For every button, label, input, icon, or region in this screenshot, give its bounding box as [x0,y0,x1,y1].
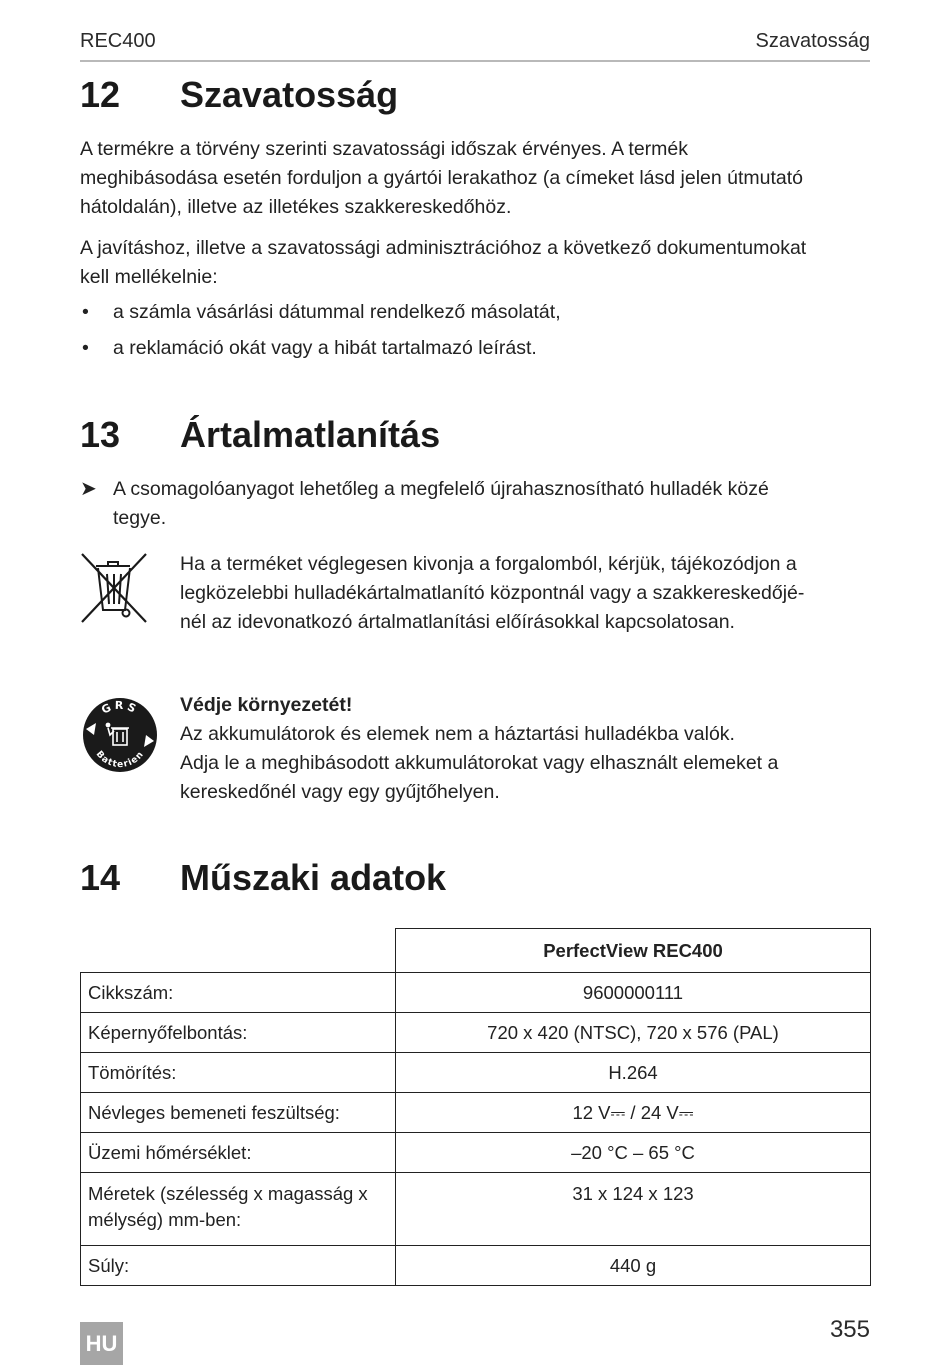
bullet-icon: • [82,301,89,323]
table-value: 31 x 124 x 123 [396,1173,871,1246]
table-label-line: mélység) mm-ben: [88,1209,242,1230]
list-item-text: a számla vásárlási dátummal rendelkező másolatát, [113,301,561,323]
section-12-number: 12 [80,74,121,115]
warranty-paragraph-1 [80,135,870,222]
instruction-text [113,475,853,533]
section-13-title: Ártalmatlanítás [180,414,441,455]
table-value: H.264 [396,1053,871,1093]
table-model-header: PerfectView REC400 [396,929,871,973]
table-label: Súly: [81,1246,396,1286]
table-value: 12 V⎓ / 24 V⎓ [396,1093,871,1133]
text-line: A termékre a törvény szerinti szavatossági időszak érvényes. A termék [80,138,689,160]
text-line: Ha a terméket véglegesen kivonja a forgalomból, kérjük, tájékozódjon a [180,553,797,575]
table-label-line: Méretek (szélesség x magasság x [88,1183,368,1204]
manual-page [80,0,870,1365]
technical-data-table [80,928,871,1286]
text-line: A javításhoz, illetve a szavatossági adminisztrációhoz a következő dokumentumokat [80,237,807,259]
weee-text [180,550,870,637]
list-item-text: a reklamáció okát vagy a hibát tartalmazó leírást. [113,337,537,359]
table-label: Névleges bemeneti feszültség: [81,1093,396,1133]
svg-text:GRS: GRS [99,698,141,717]
table-row [81,1246,871,1286]
crossed-out-bin-icon [80,550,150,631]
table-label [81,1173,396,1246]
arrow-icon: ➤ [80,478,97,500]
text-line: hátoldalán), illetve az illetékes szakkereskedőhöz. [80,196,512,218]
table-label: Üzemi hőmérséklet: [81,1133,396,1173]
section-12-title: Szavatosság [180,74,399,115]
table-row [81,1133,871,1173]
language-badge: HU [80,1322,123,1365]
table-label: Tömörítés: [81,1053,396,1093]
text-line: nél az idevonatkozó ártalmatlanítási előírásokkal kapcsolatosan. [180,611,735,633]
table-row [81,1173,871,1246]
table-value: 9600000111 [396,973,871,1013]
text-line: Az akkumulátorok és elemek nem a háztartási hulladékba valók. [180,723,735,745]
table-value: 720 x 420 (NTSC), 720 x 576 (PAL) [396,1013,871,1053]
header-section: Szavatosság [755,30,870,52]
svg-text:Batterien: Batterien [93,749,147,771]
table-row [81,1013,871,1053]
grs-batterien-logo-icon [80,695,160,780]
table-label: Képernyőfelbontás: [81,1013,396,1053]
section-14-title: Műszaki adatok [180,857,447,898]
table-header-empty-cell [81,929,396,973]
table-label: Cikkszám: [81,973,396,1013]
battery-title: Védje környezetét! [180,694,353,716]
text-line: legközelebbi hulladékártalmatlanító központnál vagy a szakkereskedőjé- [180,582,805,604]
text-line: A csomagolóanyagot lehetőleg a megfelelő újrahasznosítható hulladék közé [113,478,769,500]
page-number: 355 [829,1316,870,1343]
section-14-number: 14 [80,857,121,898]
table-value: –20 °C – 65 °C [396,1133,871,1173]
header-product: REC400 [80,30,156,52]
section-13-number: 13 [80,414,121,455]
text-line: kereskedőnél vagy egy gyűjtőhelyen. [180,781,500,803]
table-header-row [81,929,871,973]
bullet-icon: • [82,337,89,359]
text-line: tegye. [113,507,167,529]
table-value: 440 g [396,1246,871,1286]
battery-text [180,691,870,807]
table-row [81,1053,871,1093]
table-row [81,1093,871,1133]
text-line: meghibásodása esetén forduljon a gyártói lerakathoz (a címeket lásd jelen útmutató [80,167,804,189]
warranty-paragraph-2 [80,234,870,292]
text-line: Adja le a meghibásodott akkumulátorokat vagy elhasznált elemeket a [180,752,779,774]
table-row [81,973,871,1013]
running-header [80,30,870,62]
text-line: kell mellékelnie: [80,266,218,288]
